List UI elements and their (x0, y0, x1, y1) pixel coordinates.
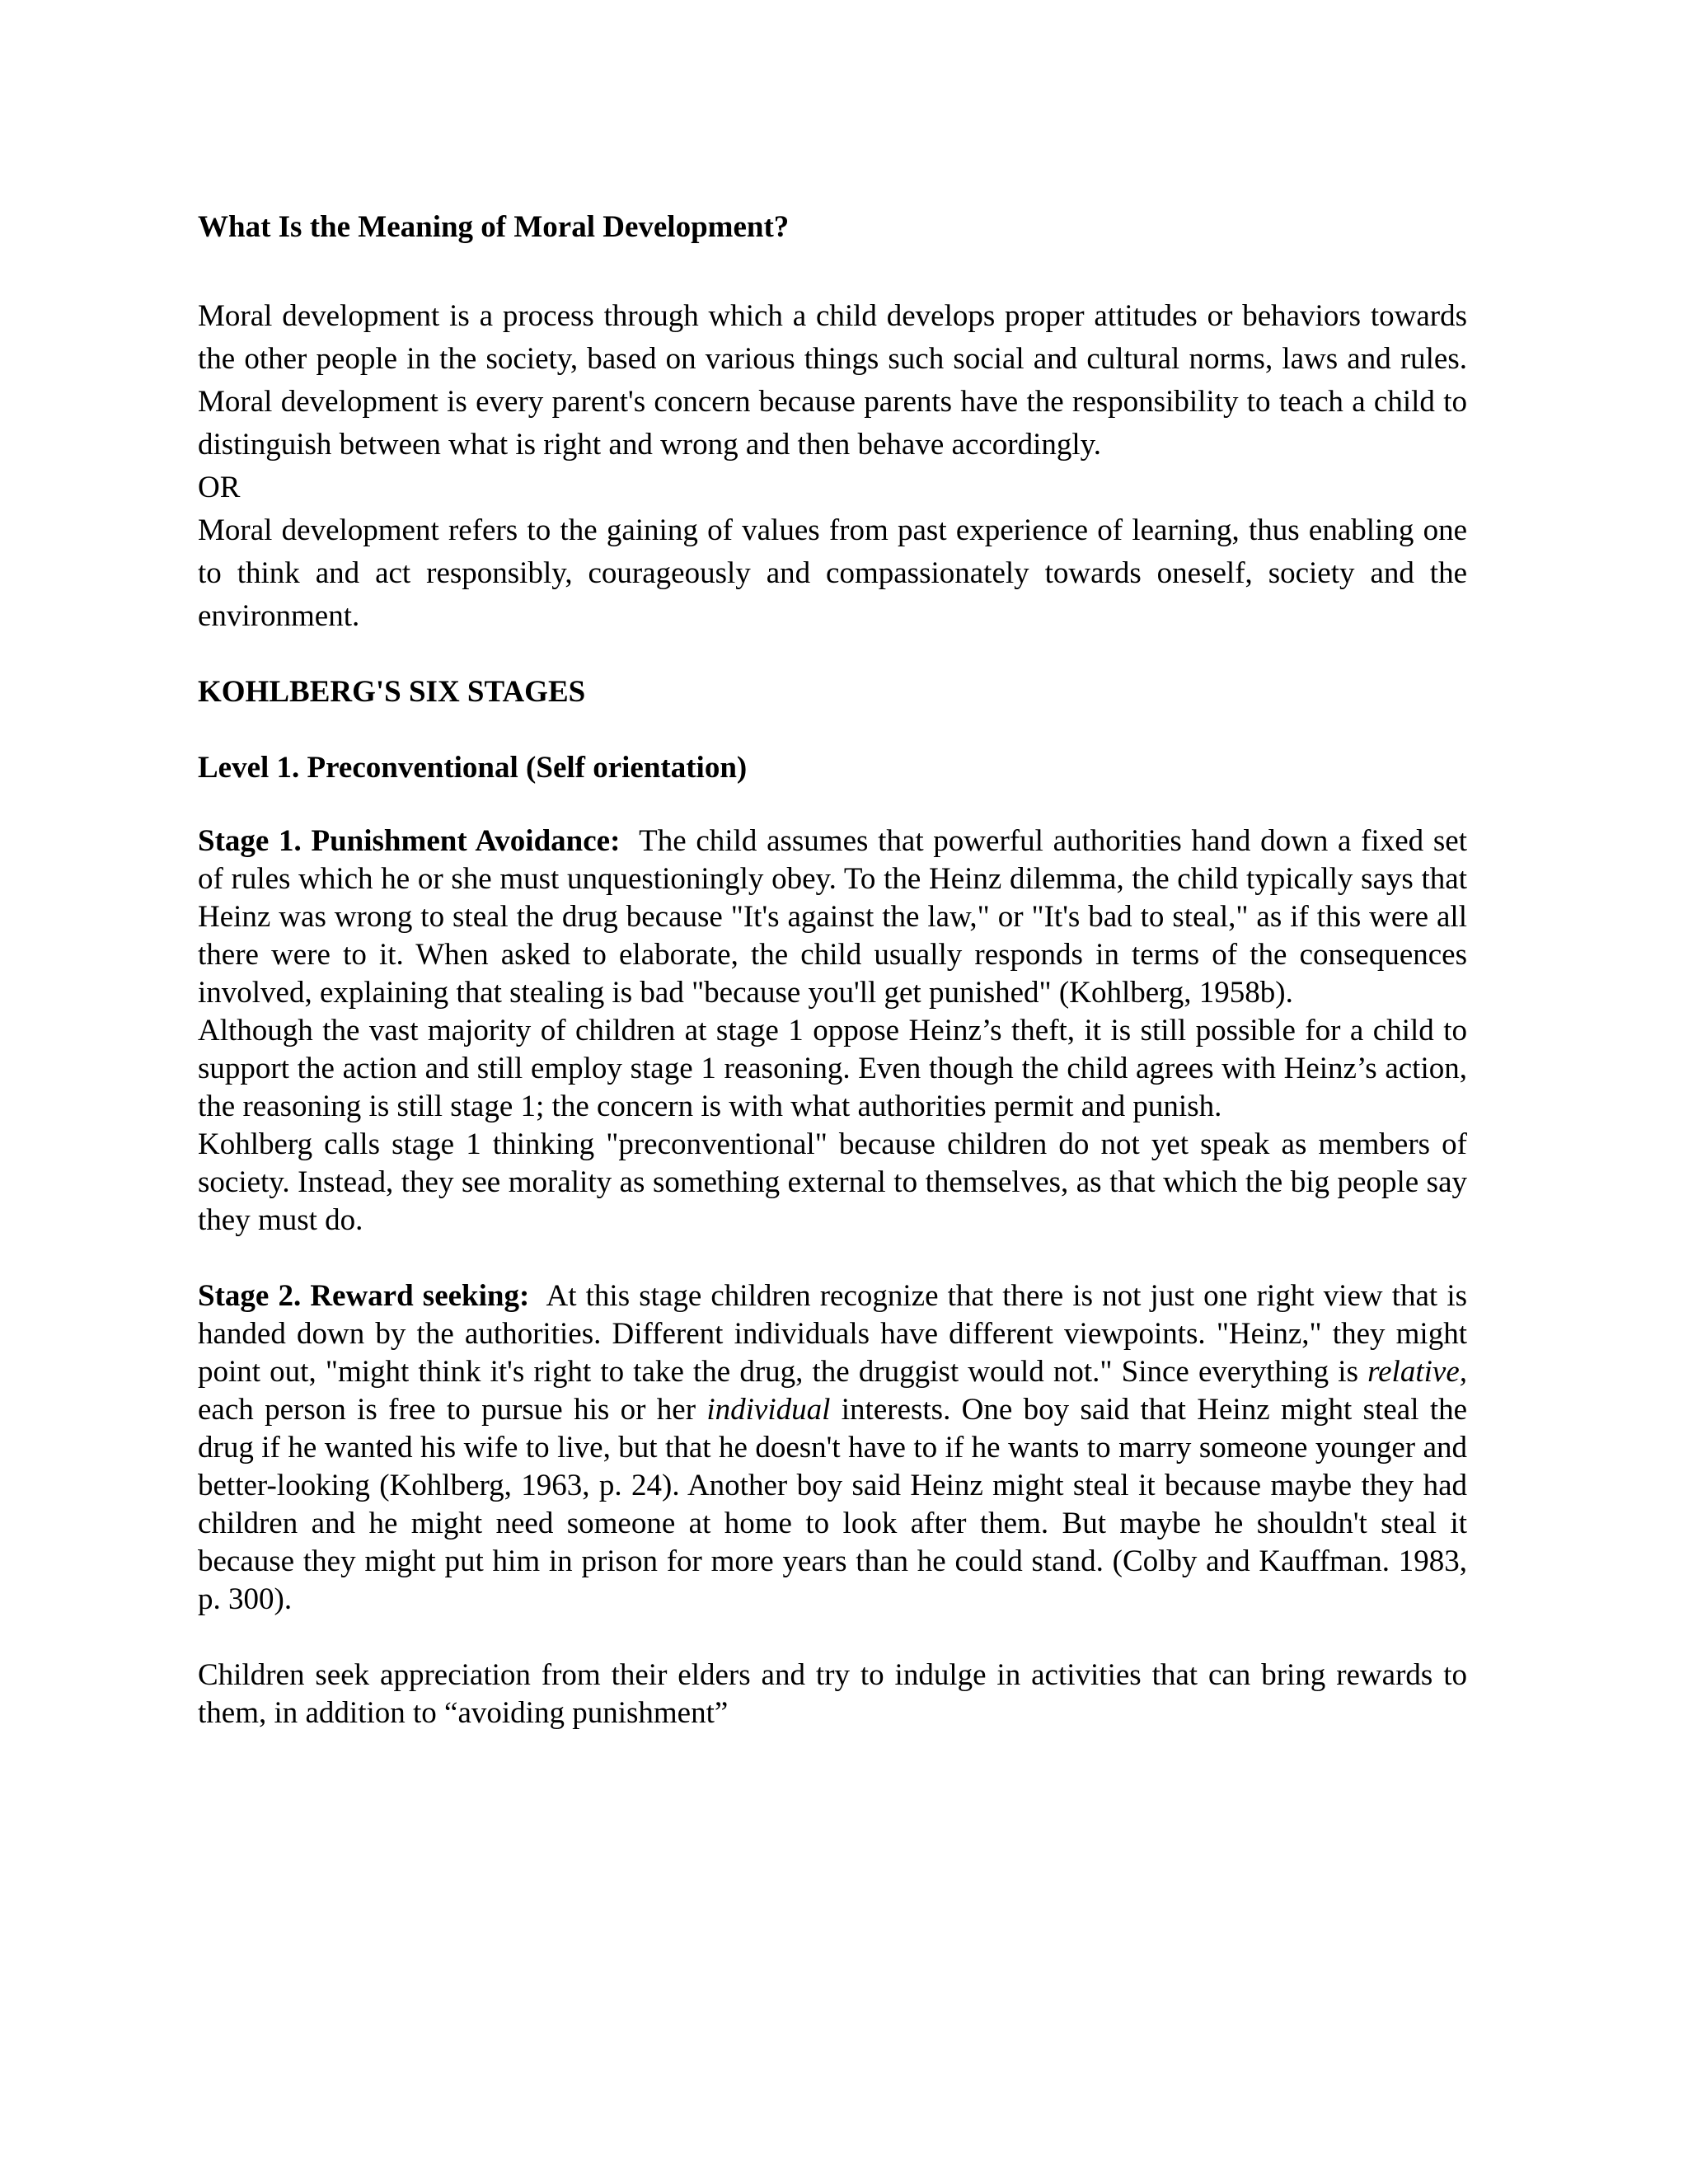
stage-2-italic-relative: relative, (1367, 1355, 1467, 1389)
or-separator: OR (198, 471, 241, 504)
document-page (198, 206, 1467, 1732)
heading-level-1: Level 1. Preconventional (Self orientation) (198, 751, 748, 785)
stage-2-italic-individual: individual (706, 1393, 831, 1427)
stage-1-paragraph-3: Kohlberg calls stage 1 thinking "preconventional" because children do not yet speak as members of society. Instead, they see morality as something external to themselves, as that which the big people say they must do. (198, 1127, 1467, 1237)
stage-2-text-a: At this stage children recognize that there is not just one right view that is handed down by the authorities. Different individuals have different viewpoints. "Heinz," they might point out, "might think it's right to take the drug, the druggist would not." Since everything is (198, 1279, 1467, 1389)
stage-2-text-c: interests. One boy said that Heinz might steal the drug if he wanted his wife to live, but that he doesn't have to if he wants to marry someone younger and better-looking (Kohlberg, 1963, p. 24). Another boy said Heinz might steal it because maybe they had children and he might need someone at home to look after them. But maybe he shouldn't steal it because they might put him in prison for more years than he could stand. (Colby and Kauffman. 1983, p. 300). (198, 1393, 1468, 1616)
heading-kohlberg-six-stages: KOHLBERG'S SIX STAGES (198, 675, 586, 709)
definition-paragraph-1: Moral development is a process through which a child develops proper attitudes or behaviors towards the other people in the society, based on various things such social and cultural norms, laws and rules. Moral development is every parent's concern because parents have the responsibility to teach a child to distinguish between what is right and wrong and then behave accordingly. (198, 299, 1467, 462)
stage-2-text-b: each person is free to pursue his or her (198, 1393, 696, 1427)
definition-paragraph-2: Moral development refers to the gaining of values from past experience of learning, thus enabling one to think and act responsibly, courageously and compassionately towards oneself, society and the environment. (198, 513, 1467, 633)
stage-2-paragraph-1 (198, 1277, 1467, 1619)
stage-1-paragraph-1 (198, 823, 1467, 1012)
stage-1-paragraph-2: Although the vast majority of children at stage 1 oppose Heinz’s theft, it is still possible for a child to support the action and still employ stage 1 reasoning. Even though the child agrees with Heinz’s action, the reasoning is still stage 1; the concern is with what authorities permit and punish. (198, 1014, 1467, 1123)
stage-2-title: Stage 2. Reward seeking: (198, 1279, 530, 1313)
stage-2-paragraph-2: Children seek appreciation from their elders and try to indulge in activities that can bring rewards to them, in addition to “avoiding punishment” (198, 1658, 1467, 1730)
stage-1-text: The child assumes that powerful authorities hand down a fixed set of rules which he or she must unquestioningly obey. To the Heinz dilemma, the child typically says that Heinz was wrong to steal the drug because "It's against the law," or "It's bad to steal," as if this were all there were to it. When asked to elaborate, the child usually responds in terms of the consequences involved, explaining that stealing is bad "because you'll get punished" (Kohlberg, 1958b). (198, 824, 1467, 1010)
stage-1-title: Stage 1. Punishment Avoidance: (198, 824, 621, 858)
heading-meaning-moral-development: What Is the Meaning of Moral Development? (198, 210, 790, 244)
